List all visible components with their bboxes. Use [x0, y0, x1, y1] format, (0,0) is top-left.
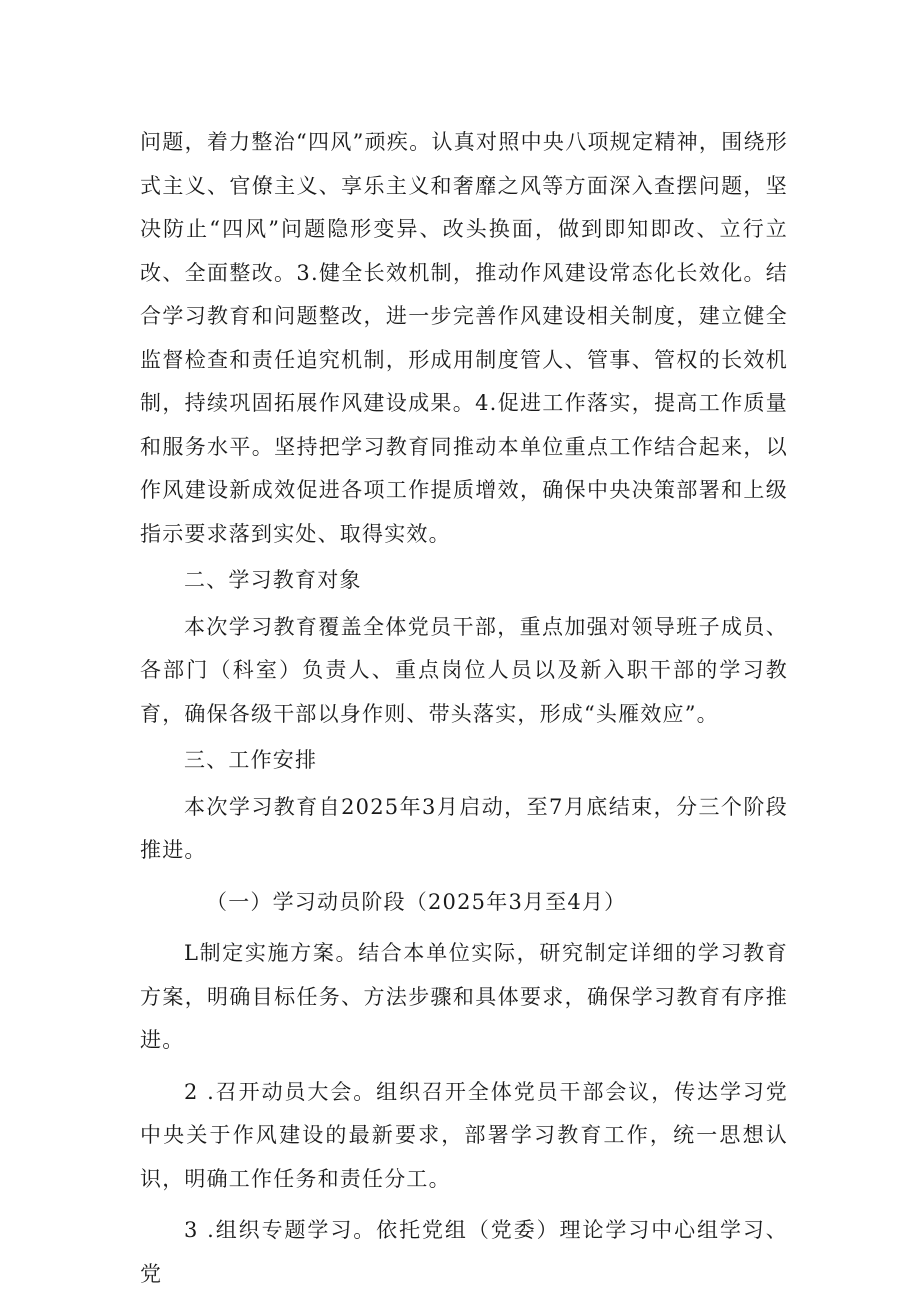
section-heading-arrangement: 三、工作安排	[184, 748, 318, 772]
document-body	[140, 121, 788, 1296]
paragraph-item-2: 2 .召开动员大会。组织召开全体党员干部会议，传达学习党中央关于作风建设的最新要求，部署学习教育工作，统一思想认识，明确工作任务和责任分工。	[140, 1079, 788, 1191]
paragraph-item-1: L制定实施方案。结合本单位实际，研究制定详细的学习教育方案，明确目标任务、方法步骤和具体要求，确保学习教育有序推进。	[140, 941, 788, 1052]
paragraph-arrangement: 本次学习教育自2025年3月启动，至7月底结束，分三个阶段推进。	[140, 794, 788, 862]
subsection-heading-phase-one: （一）学习动员阶段（2025年3月至4月）	[206, 889, 627, 914]
paragraph-item-3: 3 .组织专题学习。依托党组（党委）理论学习中心组学习、党	[140, 1218, 788, 1286]
section-heading-objects: 二、学习教育对象	[184, 568, 362, 592]
paragraph-continuation: 问题，着力整治“四风”顽疾。认真对照中央八项规定精神，围绕形式主义、官僚主义、享乐主义和奢靡之风等方面深入查摆问题，坚决防止“四风”问题隐形变异、改头换面，做到即知即改、立行立改、全面整改。3.健全长效机制，推动作风建设常态化长效化。结合学习教育和问题整改，进一步完善作风建设相关制度，建立健全监督检查和责任追究机制，形成用制度管人、管事、管权的长效机制，持续巩固拓展作风建设成果。4.促进工作落实，提高工作质量和服务水平。坚持把学习教育同推动本单位重点工作结合起来，以作风建设新成效促进各项工作提质增效，确保中央决策部署和上级指示要求落到实处、取得实效。	[140, 130, 788, 546]
paragraph-objects: 本次学习教育覆盖全体党员干部，重点加强对领导班子成员、各部门（科室）负责人、重点岗位人员以及新入职干部的学习教育，确保各级干部以身作则、带头落实，形成“头雁效应”。	[140, 614, 788, 726]
